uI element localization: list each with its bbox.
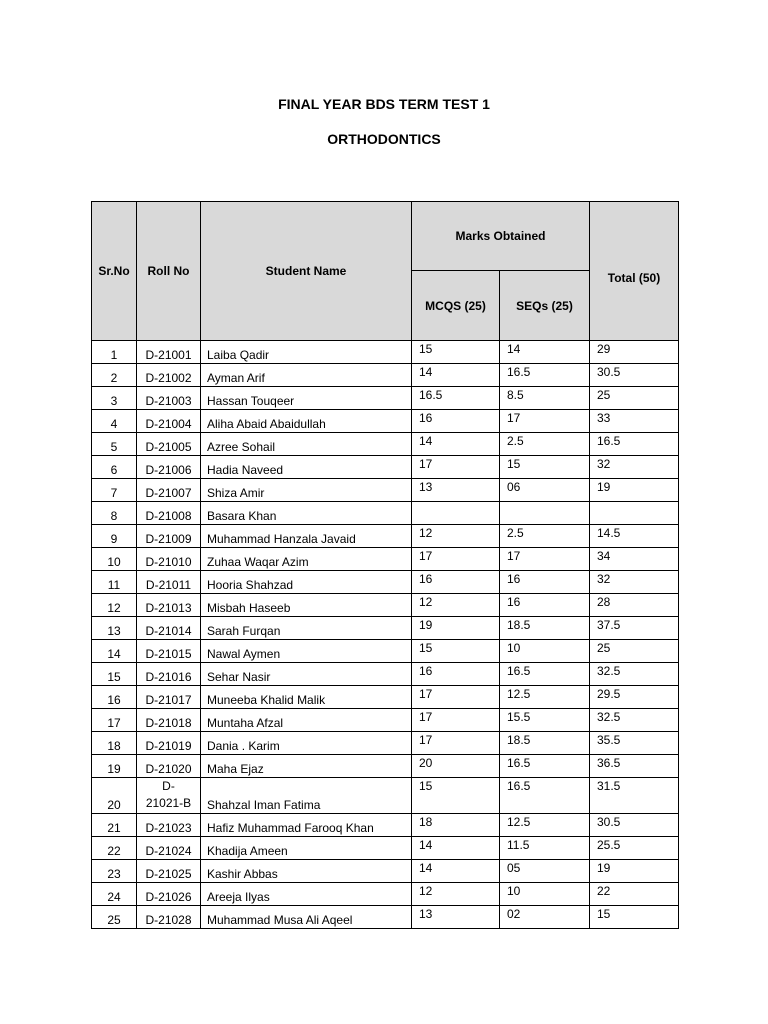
- table-row: [92, 525, 679, 548]
- cell-mcqs: 15: [412, 341, 500, 364]
- cell-student-name: Azree Sohail: [201, 433, 412, 456]
- cell-sr-no: 22: [92, 837, 137, 860]
- cell-mcqs: 19: [412, 617, 500, 640]
- cell-student-name: Laiba Qadir: [201, 341, 412, 364]
- cell-seqs: 10: [500, 640, 590, 663]
- cell-roll-no: D-21008: [137, 502, 201, 525]
- cell-student-name: Hassan Touqeer: [201, 387, 412, 410]
- cell-seqs: 11.5: [500, 837, 590, 860]
- cell-mcqs: 14: [412, 364, 500, 387]
- marks-table: [91, 201, 679, 929]
- cell-student-name: Muneeba Khalid Malik: [201, 686, 412, 709]
- cell-seqs: 12.5: [500, 686, 590, 709]
- cell-seqs: 2.5: [500, 525, 590, 548]
- cell-sr-no: 10: [92, 548, 137, 571]
- cell-roll-no: D-21025: [137, 860, 201, 883]
- cell-total: 15: [590, 906, 679, 929]
- cell-seqs: 17: [500, 410, 590, 433]
- cell-seqs: 15: [500, 456, 590, 479]
- cell-student-name: Muhammad Musa Ali Aqeel: [201, 906, 412, 929]
- cell-mcqs: 17: [412, 709, 500, 732]
- cell-roll-no: D-21011: [137, 571, 201, 594]
- cell-total: 36.5: [590, 755, 679, 778]
- cell-total: 25: [590, 640, 679, 663]
- cell-sr-no: 25: [92, 906, 137, 929]
- cell-seqs: 16: [500, 571, 590, 594]
- cell-seqs: 8.5: [500, 387, 590, 410]
- cell-seqs: 05: [500, 860, 590, 883]
- cell-mcqs: 16: [412, 571, 500, 594]
- cell-total: 25.5: [590, 837, 679, 860]
- cell-mcqs: 17: [412, 686, 500, 709]
- table-row: [92, 755, 679, 778]
- roll-no-line-1: D-: [162, 779, 175, 793]
- cell-sr-no: 1: [92, 341, 137, 364]
- cell-roll-no: D-21010: [137, 548, 201, 571]
- cell-seqs: 2.5: [500, 433, 590, 456]
- table-row: [92, 548, 679, 571]
- cell-roll-no: D-21003: [137, 387, 201, 410]
- cell-mcqs: 17: [412, 548, 500, 571]
- header-mcqs: MCQS (25): [412, 271, 500, 341]
- cell-sr-no: 24: [92, 883, 137, 906]
- table-row: [92, 778, 679, 814]
- cell-roll-no: D-21016: [137, 663, 201, 686]
- cell-mcqs: 12: [412, 594, 500, 617]
- cell-student-name: Hooria Shahzad: [201, 571, 412, 594]
- cell-sr-no: 6: [92, 456, 137, 479]
- cell-seqs: 17: [500, 548, 590, 571]
- cell-total: 32.5: [590, 663, 679, 686]
- cell-mcqs: 15: [412, 778, 500, 814]
- cell-total: 30.5: [590, 364, 679, 387]
- cell-student-name: Kashir Abbas: [201, 860, 412, 883]
- cell-seqs: 18.5: [500, 617, 590, 640]
- cell-sr-no: 21: [92, 814, 137, 837]
- cell-sr-no: 11: [92, 571, 137, 594]
- cell-student-name: Nawal Aymen: [201, 640, 412, 663]
- cell-roll-no: D-21028: [137, 906, 201, 929]
- cell-student-name: Ayman Arif: [201, 364, 412, 387]
- cell-mcqs: 16: [412, 663, 500, 686]
- cell-roll-no: [137, 778, 201, 814]
- cell-seqs: 10: [500, 883, 590, 906]
- cell-total: 34: [590, 548, 679, 571]
- cell-roll-no: D-21009: [137, 525, 201, 548]
- cell-mcqs: 14: [412, 860, 500, 883]
- header-marks-obtained: Marks Obtained: [412, 202, 590, 271]
- cell-mcqs: 17: [412, 456, 500, 479]
- cell-roll-no: D-21006: [137, 456, 201, 479]
- cell-roll-no: D-21020: [137, 755, 201, 778]
- cell-sr-no: 19: [92, 755, 137, 778]
- table-row: [92, 837, 679, 860]
- cell-student-name: Khadija Ameen: [201, 837, 412, 860]
- cell-mcqs: 13: [412, 906, 500, 929]
- table-row: [92, 814, 679, 837]
- cell-mcqs: 18: [412, 814, 500, 837]
- cell-mcqs: 15: [412, 640, 500, 663]
- table-row: [92, 433, 679, 456]
- cell-roll-no: D-21017: [137, 686, 201, 709]
- cell-mcqs: 13: [412, 479, 500, 502]
- cell-mcqs: 14: [412, 837, 500, 860]
- cell-total: [590, 502, 679, 525]
- cell-student-name: Shiza Amir: [201, 479, 412, 502]
- cell-seqs: 15.5: [500, 709, 590, 732]
- cell-total: 31.5: [590, 778, 679, 814]
- cell-total: 19: [590, 860, 679, 883]
- cell-roll-no: D-21013: [137, 594, 201, 617]
- document-subtitle: ORTHODONTICS: [327, 131, 441, 147]
- header-total: Total (50): [590, 202, 679, 341]
- cell-sr-no: 3: [92, 387, 137, 410]
- cell-student-name: Misbah Haseeb: [201, 594, 412, 617]
- cell-student-name: Basara Khan: [201, 502, 412, 525]
- cell-seqs: 16.5: [500, 755, 590, 778]
- table-row: [92, 341, 679, 364]
- cell-sr-no: 2: [92, 364, 137, 387]
- cell-mcqs: 12: [412, 883, 500, 906]
- cell-total: 32: [590, 456, 679, 479]
- table-row: [92, 883, 679, 906]
- cell-seqs: 12.5: [500, 814, 590, 837]
- roll-no-line-2: 21021-B: [145, 796, 192, 810]
- cell-sr-no: 23: [92, 860, 137, 883]
- cell-student-name: Sehar Nasir: [201, 663, 412, 686]
- cell-sr-no: 15: [92, 663, 137, 686]
- cell-total: 16.5: [590, 433, 679, 456]
- cell-seqs: 14: [500, 341, 590, 364]
- cell-mcqs: [412, 502, 500, 525]
- table-row: [92, 663, 679, 686]
- cell-student-name: Muhammad Hanzala Javaid: [201, 525, 412, 548]
- cell-roll-no: D-21007: [137, 479, 201, 502]
- cell-total: 29: [590, 341, 679, 364]
- cell-mcqs: 16.5: [412, 387, 500, 410]
- table-row: [92, 640, 679, 663]
- table-row: [92, 502, 679, 525]
- table-row: [92, 906, 679, 929]
- cell-total: 30.5: [590, 814, 679, 837]
- cell-total: 19: [590, 479, 679, 502]
- header-roll-no: Roll No: [137, 202, 201, 341]
- cell-total: 29.5: [590, 686, 679, 709]
- header-student-name: Student Name: [201, 202, 412, 341]
- table-row: [92, 387, 679, 410]
- table-row: [92, 479, 679, 502]
- cell-seqs: 06: [500, 479, 590, 502]
- cell-sr-no: 16: [92, 686, 137, 709]
- cell-sr-no: 9: [92, 525, 137, 548]
- cell-seqs: [500, 502, 590, 525]
- table-row: [92, 686, 679, 709]
- cell-sr-no: 8: [92, 502, 137, 525]
- cell-sr-no: 12: [92, 594, 137, 617]
- header-sr-no: Sr.No: [92, 202, 137, 341]
- cell-mcqs: 17: [412, 732, 500, 755]
- table-row: [92, 410, 679, 433]
- cell-total: 32.5: [590, 709, 679, 732]
- cell-roll-no: D-21004: [137, 410, 201, 433]
- document-title: FINAL YEAR BDS TERM TEST 1: [278, 96, 490, 112]
- cell-mcqs: 20: [412, 755, 500, 778]
- table-row: [92, 860, 679, 883]
- cell-mcqs: 16: [412, 410, 500, 433]
- cell-seqs: 16.5: [500, 663, 590, 686]
- cell-roll-no: D-21026: [137, 883, 201, 906]
- cell-sr-no: 14: [92, 640, 137, 663]
- cell-sr-no: 20: [92, 778, 137, 814]
- cell-student-name: Muntaha Afzal: [201, 709, 412, 732]
- cell-student-name: Aliha Abaid Abaidullah: [201, 410, 412, 433]
- cell-total: 37.5: [590, 617, 679, 640]
- cell-total: 22: [590, 883, 679, 906]
- cell-mcqs: 12: [412, 525, 500, 548]
- cell-total: 14.5: [590, 525, 679, 548]
- table-row: [92, 364, 679, 387]
- table-row: [92, 617, 679, 640]
- cell-seqs: 02: [500, 906, 590, 929]
- cell-roll-no: D-21018: [137, 709, 201, 732]
- cell-sr-no: 5: [92, 433, 137, 456]
- cell-seqs: 16: [500, 594, 590, 617]
- marks-table-body: [92, 341, 679, 929]
- cell-student-name: Shahzal Iman Fatima: [201, 778, 412, 814]
- table-row: [92, 594, 679, 617]
- table-row: [92, 571, 679, 594]
- cell-total: 28: [590, 594, 679, 617]
- table-row: [92, 732, 679, 755]
- cell-student-name: Hadia Naveed: [201, 456, 412, 479]
- cell-student-name: Sarah Furqan: [201, 617, 412, 640]
- cell-sr-no: 7: [92, 479, 137, 502]
- cell-roll-no: D-21024: [137, 837, 201, 860]
- cell-total: 33: [590, 410, 679, 433]
- cell-total: 25: [590, 387, 679, 410]
- cell-total: 35.5: [590, 732, 679, 755]
- cell-roll-no: D-21001: [137, 341, 201, 364]
- cell-sr-no: 18: [92, 732, 137, 755]
- cell-roll-no: D-21015: [137, 640, 201, 663]
- cell-student-name: Areeja Ilyas: [201, 883, 412, 906]
- cell-mcqs: 14: [412, 433, 500, 456]
- cell-roll-no: D-21014: [137, 617, 201, 640]
- cell-seqs: 18.5: [500, 732, 590, 755]
- cell-student-name: Zuhaa Waqar Azim: [201, 548, 412, 571]
- cell-roll-no: D-21023: [137, 814, 201, 837]
- table-row: [92, 709, 679, 732]
- cell-sr-no: 17: [92, 709, 137, 732]
- table-row: [92, 456, 679, 479]
- cell-seqs: 16.5: [500, 778, 590, 814]
- cell-student-name: Maha Ejaz: [201, 755, 412, 778]
- cell-sr-no: 13: [92, 617, 137, 640]
- cell-roll-no: D-21019: [137, 732, 201, 755]
- header-seqs: SEQs (25): [500, 271, 590, 341]
- cell-sr-no: 4: [92, 410, 137, 433]
- cell-seqs: 16.5: [500, 364, 590, 387]
- cell-student-name: Dania . Karim: [201, 732, 412, 755]
- cell-roll-no: D-21005: [137, 433, 201, 456]
- cell-student-name: Hafiz Muhammad Farooq Khan: [201, 814, 412, 837]
- cell-roll-no: D-21002: [137, 364, 201, 387]
- cell-total: 32: [590, 571, 679, 594]
